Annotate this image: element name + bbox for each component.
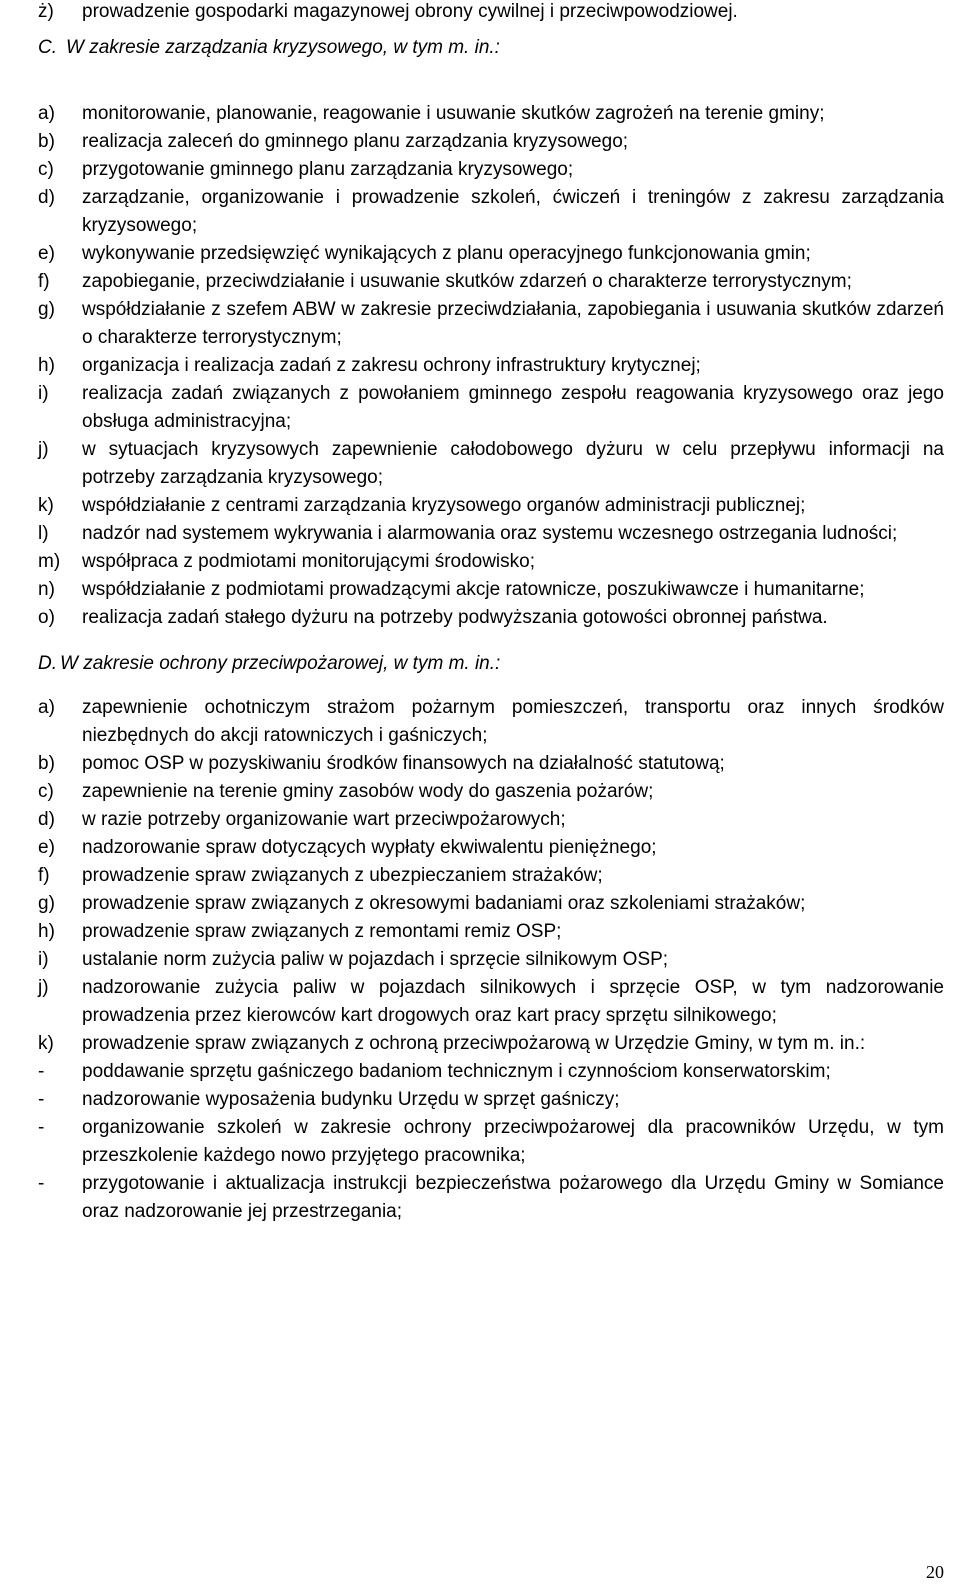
list-item-text: prowadzenie spraw związanych z remontami remiz OSP; <box>82 921 562 942</box>
list-item <box>38 946 944 974</box>
list-item-text: nadzór nad systemem wykrywania i alarmowania oraz systemu wczesnego ostrzegania ludności; <box>82 523 898 544</box>
list-marker: g) <box>38 299 55 320</box>
list-item <box>38 1170 944 1226</box>
list-item <box>38 1114 944 1170</box>
list-item <box>38 184 944 240</box>
list-marker: ż) <box>38 1 54 22</box>
list-marker: d) <box>38 187 55 208</box>
page-number: 20 <box>926 1562 944 1582</box>
section-title: W zakresie zarządzania kryzysowego, w tym m. in.: <box>66 37 500 58</box>
list-marker: b) <box>38 131 55 152</box>
list-marker: i) <box>38 383 49 404</box>
list-item <box>38 436 944 492</box>
list-marker: d) <box>38 809 55 830</box>
list-item-text: prowadzenie spraw związanych z ubezpieczaniem strażaków; <box>82 865 603 886</box>
list-item-text: monitorowanie, planowanie, reagowanie i usuwanie skutków zagrożeń na terenie gminy; <box>82 103 825 124</box>
list-item <box>38 296 944 352</box>
list-marker: a) <box>38 697 55 718</box>
list-item-text: nadzorowanie wyposażenia budynku Urzędu w sprzęt gaśniczy; <box>82 1089 620 1110</box>
list-item <box>38 492 944 520</box>
list-marker: - <box>38 1089 45 1110</box>
section-letter: C. <box>38 37 57 58</box>
list-item-text: przygotowanie gminnego planu zarządzania kryzysowego; <box>82 159 574 180</box>
list-item <box>38 380 944 436</box>
list-item-text: w sytuacjach kryzysowych zapewnienie całodobowego dyżuru w celu przepływu informacji na potrzeby zarządzania kryzysowego; <box>82 439 944 488</box>
list-item <box>38 862 944 890</box>
list-item-text: ustalanie norm zużycia paliw w pojazdach i sprzęcie silnikowym OSP; <box>82 949 669 970</box>
list-item-text: w razie potrzeby organizowanie wart przeciwpożarowych; <box>82 809 566 830</box>
section-d-list <box>38 694 944 1226</box>
list-item-text: wykonywanie przedsięwzięć wynikających z planu operacyjnego funkcjonowania gmin; <box>82 243 811 264</box>
list-marker: f) <box>38 271 50 292</box>
section-c-list <box>38 100 944 632</box>
list-item <box>38 128 944 156</box>
section-d-heading <box>38 652 944 680</box>
list-item <box>38 1058 944 1086</box>
list-item-text: prowadzenie spraw związanych z ochroną przeciwpożarową w Urzędzie Gminy, w tym m. in.: <box>82 1033 866 1054</box>
list-item-text: współpraca z podmiotami monitorującymi środowisko; <box>82 551 536 572</box>
list-item <box>38 694 944 750</box>
list-item-text: zapewnienie na terenie gminy zasobów wody do gaszenia pożarów; <box>82 781 654 802</box>
list-marker: c) <box>38 159 54 180</box>
list-marker: j) <box>38 439 49 460</box>
list-item-text: przygotowanie i aktualizacja instrukcji bezpieczeństwa pożarowego dla Urzędu Gminy w Somiance oraz nadzorowanie jej przestrzegania; <box>82 1173 944 1222</box>
list-marker: h) <box>38 355 55 376</box>
list-item-text: zapobieganie, przeciwdziałanie i usuwanie skutków zdarzeń o charakterze terrorystycznym; <box>82 271 852 292</box>
list-item-text: organizowanie szkoleń w zakresie ochrony przeciwpożarowej dla pracowników Urzędu, w tym przeszkolenie każdego nowo przyjętego pracownika; <box>82 1117 944 1166</box>
list-item <box>38 548 944 576</box>
list-marker: h) <box>38 921 55 942</box>
list-item-text: zarządzanie, organizowanie i prowadzenie szkoleń, ćwiczeń i treningów z zakresu zarządzania kryzysowego; <box>82 187 944 236</box>
list-marker: g) <box>38 893 55 914</box>
list-item <box>38 806 944 834</box>
list-item <box>38 778 944 806</box>
list-marker: - <box>38 1061 45 1082</box>
list-item <box>38 890 944 918</box>
list-marker: o) <box>38 607 55 628</box>
list-item-text: poddawanie sprzętu gaśniczego badaniom technicznym i czynnościom konserwatorskim; <box>82 1061 831 1082</box>
list-marker: j) <box>38 977 49 998</box>
list-marker: c) <box>38 781 54 802</box>
list-marker: k) <box>38 495 54 516</box>
list-item-text: współdziałanie z podmiotami prowadzącymi akcje ratownicze, poszukiwawcze i humanitarne; <box>82 579 865 600</box>
list-item <box>38 268 944 296</box>
spacer <box>38 64 944 100</box>
list-item <box>38 156 944 184</box>
list-item-text: współdziałanie z szefem ABW w zakresie przeciwdziałania, zapobiegania i usuwania skutków zdarzeń o charakterze terrorystycznym; <box>82 299 944 348</box>
list-item <box>38 576 944 604</box>
list-marker: b) <box>38 753 55 774</box>
list-item <box>38 352 944 380</box>
list-item <box>38 834 944 862</box>
list-item <box>38 520 944 548</box>
section-c-heading <box>38 36 944 64</box>
list-item <box>38 750 944 778</box>
list-item-text: prowadzenie gospodarki magazynowej obrony cywilnej i przeciwpowodziowej. <box>82 1 738 22</box>
list-marker: n) <box>38 579 55 600</box>
list-marker: k) <box>38 1033 54 1054</box>
list-marker: f) <box>38 865 50 886</box>
list-marker: - <box>38 1117 45 1138</box>
list-item <box>38 240 944 268</box>
list-item <box>38 1086 944 1114</box>
section-title: W zakresie ochrony przeciwpożarowej, w tym m. in.: <box>60 653 501 674</box>
list-item-text: realizacja zadań stałego dyżuru na potrzeby podwyższania gotowości obronnej państwa. <box>82 607 828 628</box>
list-marker: i) <box>38 949 49 970</box>
lead-list-item <box>38 0 944 28</box>
list-item-text: zapewnienie ochotniczym strażom pożarnym pomieszczeń, transportu oraz innych środków niezbędnych do akcji ratowniczych i gaśniczych; <box>82 697 944 746</box>
list-item <box>38 918 944 946</box>
list-item <box>38 604 944 632</box>
list-marker: l) <box>38 523 49 544</box>
list-marker: - <box>38 1173 45 1194</box>
list-item-text: realizacja zaleceń do gminnego planu zarządzania kryzysowego; <box>82 131 629 152</box>
section-letter: D. <box>38 653 57 674</box>
list-marker: e) <box>38 243 55 264</box>
spacer <box>38 680 944 694</box>
list-marker: m) <box>38 551 61 572</box>
list-item <box>38 1030 944 1058</box>
list-marker: e) <box>38 837 55 858</box>
list-item-text: nadzorowanie zużycia paliw w pojazdach silnikowych i sprzęcie OSP, w tym nadzorowanie prowadzenia przez kierowców kart drogowych oraz kart pracy sprzętu silnikowego; <box>82 977 944 1026</box>
list-item-text: nadzorowanie spraw dotyczących wypłaty ekwiwalentu pieniężnego; <box>82 837 657 858</box>
list-item <box>38 974 944 1030</box>
list-item-text: współdziałanie z centrami zarządzania kryzysowego organów administracji publicznej; <box>82 495 806 516</box>
list-marker: a) <box>38 103 55 124</box>
list-item-text: realizacja zadań związanych z powołaniem gminnego zespołu reagowania kryzysowego oraz jego obsługa administracyjna; <box>82 383 944 432</box>
list-item-text: prowadzenie spraw związanych z okresowymi badaniami oraz szkoleniami strażaków; <box>82 893 806 914</box>
document-page <box>38 0 944 1226</box>
list-item-text: pomoc OSP w pozyskiwaniu środków finansowych na działalność statutową; <box>82 753 725 774</box>
list-item-text: organizacja i realizacja zadań z zakresu ochrony infrastruktury krytycznej; <box>82 355 701 376</box>
list-item <box>38 100 944 128</box>
